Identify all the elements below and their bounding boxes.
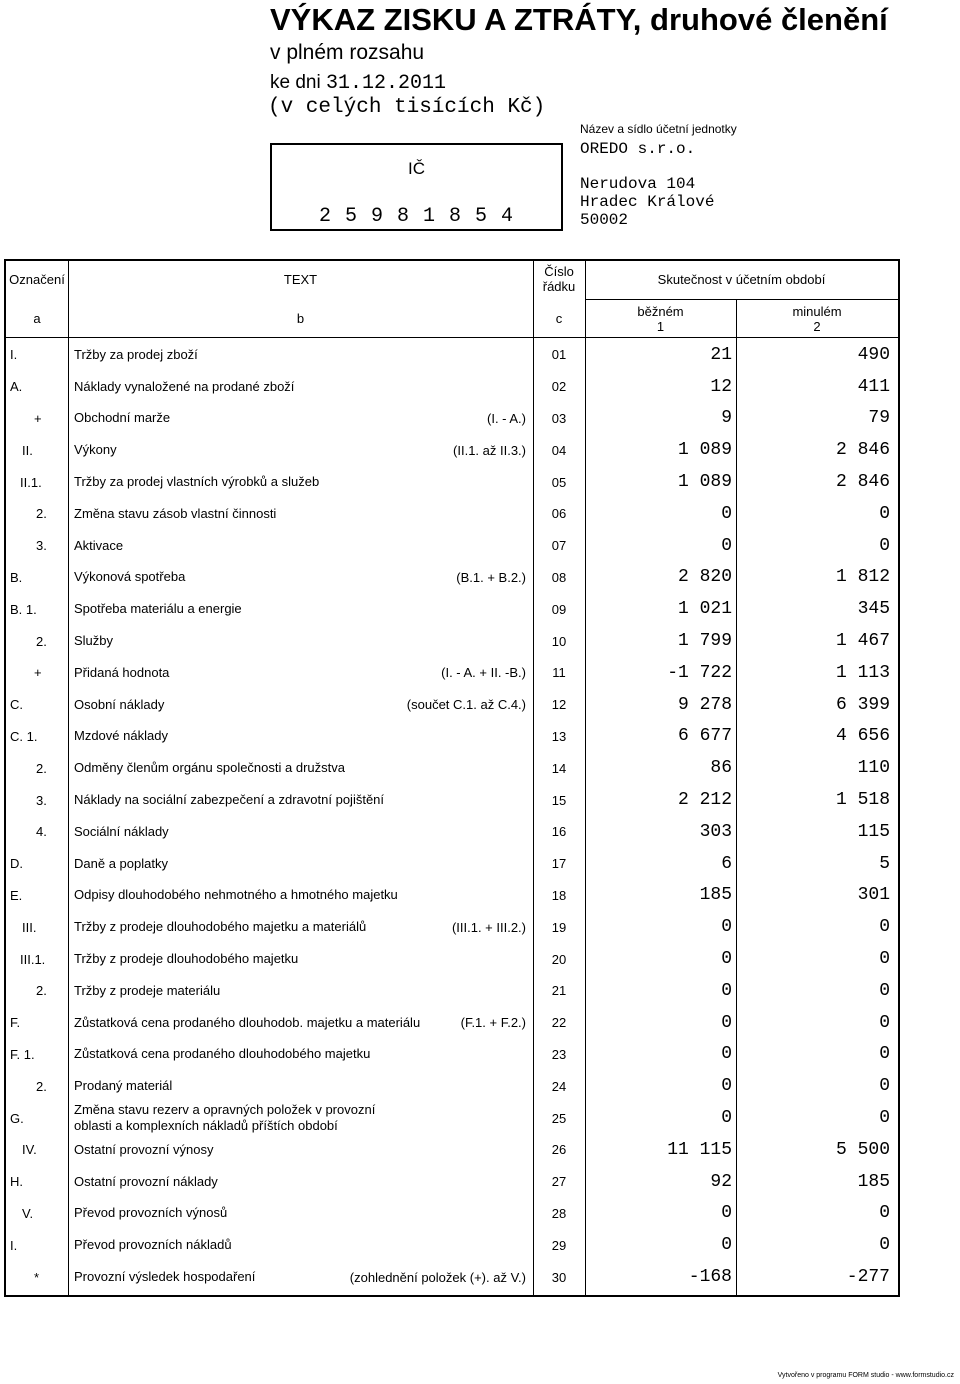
col-previous-number: 2 [813, 319, 821, 334]
row-text-cell [74, 1134, 532, 1166]
table-row [6, 816, 898, 848]
row-text-cell [74, 498, 532, 530]
row-text: Převod provozních nákladů [74, 1237, 232, 1253]
row-text-cell [74, 689, 532, 721]
value-previous: 490 [857, 344, 890, 365]
row-mark: 3. [36, 538, 47, 554]
row-number: 07 [551, 538, 567, 554]
row-text: Tržby za prodej vlastních výrobků a služeb [74, 474, 320, 490]
table-row [6, 466, 898, 498]
value-previous: 4 656 [835, 726, 890, 747]
row-mark: II.1. [20, 474, 42, 490]
value-previous: 0 [879, 949, 890, 970]
col-current-number: 1 [656, 319, 665, 334]
company-label: Název a sídlo účetní jednotky [580, 122, 737, 136]
row-text-cell [74, 371, 532, 403]
table-row [6, 848, 898, 880]
row-text-cell [74, 434, 532, 466]
value-current: 0 [721, 1108, 732, 1129]
table-row [6, 593, 898, 625]
row-text-cell [74, 562, 532, 594]
row-text: Výkony [74, 442, 117, 458]
table-row [6, 1261, 898, 1293]
row-number: 19 [551, 919, 567, 935]
row-number: 30 [551, 1269, 567, 1285]
row-mark: + [34, 410, 42, 426]
value-previous: 1 113 [835, 662, 890, 683]
value-previous: 5 500 [835, 1139, 890, 1160]
row-text: Aktivace [74, 537, 124, 553]
row-mark: E. [10, 887, 23, 903]
ic-value: 2 5 9 8 1 8 5 4 [318, 205, 515, 228]
row-text: Sociální náklady [74, 823, 169, 839]
row-number: 22 [551, 1015, 567, 1031]
value-previous: 0 [879, 917, 890, 938]
value-current: 185 [699, 885, 732, 906]
col-header-mark: Označení [9, 272, 65, 287]
col-previous-label: minulém [792, 304, 842, 319]
row-number: 16 [551, 824, 567, 840]
company-city: Hradec Králové [580, 193, 715, 211]
value-previous: 6 399 [835, 694, 890, 715]
value-current: -1 722 [667, 662, 732, 683]
value-previous: 79 [868, 408, 890, 429]
value-current: 0 [721, 949, 732, 970]
table-row [6, 339, 898, 371]
row-text-cell [74, 530, 532, 562]
row-number: 24 [551, 1078, 567, 1094]
row-number: 25 [551, 1110, 567, 1126]
value-previous: 1 467 [835, 631, 890, 652]
row-text-cell [74, 848, 532, 880]
row-number: 14 [551, 760, 567, 776]
row-note: (I. - A.) [487, 410, 526, 426]
row-number: 09 [551, 601, 567, 617]
table-row [6, 498, 898, 530]
row-text: Služby [74, 633, 114, 649]
row-text: Osobní náklady [74, 696, 165, 712]
value-previous: 301 [857, 885, 890, 906]
row-note: (B.1. + B.2.) [456, 569, 526, 585]
row-text: Zůstatková cena prodaného dlouhodob. majetku a materiálu [74, 1014, 421, 1030]
table-row [6, 371, 898, 403]
row-text: Náklady vynaložené na prodané zboží [74, 378, 295, 394]
row-mark: F. [10, 1015, 21, 1031]
value-current: 9 278 [677, 694, 732, 715]
row-number: 06 [551, 506, 567, 522]
footer-credit: Vytvořeno v programu FORM studio - www.formstudio.cz [777, 1372, 954, 1379]
row-text-cell [74, 1007, 532, 1039]
row-text-cell [74, 625, 532, 657]
col-current-label: běžném [637, 304, 684, 319]
row-text-cell [74, 721, 532, 753]
row-text: Tržby za prodej zboží [74, 346, 198, 362]
income-statement-table [4, 259, 900, 1297]
row-text-cell [74, 911, 532, 943]
row-text-cell [74, 943, 532, 975]
row-text: Tržby z prodeje materiálu [74, 982, 221, 998]
row-text-cell [74, 1229, 532, 1261]
row-note: (I. - A. + II. -B.) [441, 665, 526, 681]
col-current [585, 304, 736, 334]
table-row [6, 1039, 898, 1071]
ic-label: IČ [408, 159, 425, 178]
row-mark: 3. [36, 792, 47, 808]
value-previous: 110 [857, 758, 890, 779]
row-text-cell [74, 339, 532, 371]
row-note: (součet C.1. až C.4.) [406, 697, 526, 713]
value-current: 1 799 [677, 631, 732, 652]
row-number: 13 [551, 728, 567, 744]
table-row [6, 1229, 898, 1261]
report-date-line [270, 72, 446, 95]
row-mark: B. [10, 569, 23, 585]
value-previous: 0 [879, 1044, 890, 1065]
row-text-cell [74, 1102, 532, 1134]
row-mark: 4. [36, 824, 47, 840]
row-text-cell [74, 784, 532, 816]
value-current: 1 089 [677, 440, 732, 461]
row-number: 15 [551, 792, 567, 808]
row-mark: IV. [22, 1142, 37, 1158]
row-text: Změna stavu rezerv a opravných položek v provozní oblasti a komplexních nákladů příštích období [74, 1102, 376, 1134]
row-text-cell [74, 466, 532, 498]
table-row [6, 943, 898, 975]
col-header-period: Skutečnost v účetním období [657, 272, 826, 287]
value-current: 9 [721, 408, 732, 429]
row-text-cell [74, 975, 532, 1007]
col-previous [736, 304, 898, 334]
value-current: 12 [710, 376, 732, 397]
value-previous: 0 [879, 1012, 890, 1033]
value-current: 0 [721, 980, 732, 1001]
col-header-num: Číslo řádku [542, 264, 576, 294]
row-text: Ostatní provozní náklady [74, 1173, 218, 1189]
row-text: Provozní výsledek hospodaření [74, 1269, 256, 1285]
table-row [6, 1007, 898, 1039]
row-mark: G. [10, 1110, 24, 1126]
row-text-cell [74, 1261, 532, 1293]
row-text-cell [74, 752, 532, 784]
value-current: 0 [721, 1076, 732, 1097]
value-previous: 0 [879, 1076, 890, 1097]
row-text: Ostatní provozní výnosy [74, 1141, 214, 1157]
date-prefix: ke dni [270, 72, 321, 93]
row-mark: F. 1. [10, 1046, 35, 1062]
value-previous: 0 [879, 535, 890, 556]
row-text: Tržby z prodeje dlouhodobého majetku [74, 951, 299, 967]
row-number: 27 [551, 1174, 567, 1190]
value-current: 86 [710, 758, 732, 779]
table-row [6, 1070, 898, 1102]
row-mark: II. [22, 442, 33, 458]
value-previous: 411 [857, 376, 890, 397]
row-number: 04 [551, 442, 567, 458]
value-current: 0 [721, 1235, 732, 1256]
col-sub-c: c [555, 311, 563, 326]
table-row [6, 1102, 898, 1134]
value-previous: 5 [879, 853, 890, 874]
value-current: 1 021 [677, 599, 732, 620]
row-number: 29 [551, 1237, 567, 1253]
row-number: 17 [551, 856, 567, 872]
row-mark: 2. [36, 760, 47, 776]
row-text-cell [74, 1039, 532, 1071]
value-previous: 0 [879, 980, 890, 1001]
value-previous: 0 [879, 503, 890, 524]
value-previous: 2 846 [835, 472, 890, 493]
row-note: (II.1. až II.3.) [453, 442, 526, 458]
value-current: 6 677 [677, 726, 732, 747]
value-previous: 345 [857, 599, 890, 620]
value-current: 0 [721, 1012, 732, 1033]
row-number: 20 [551, 951, 567, 967]
col-header-text: TEXT [283, 272, 318, 287]
value-current: 92 [710, 1171, 732, 1192]
value-previous: 0 [879, 1203, 890, 1224]
report-title: VÝKAZ ZISKU A ZTRÁTY, druhové členění [270, 2, 888, 37]
row-text: Prodaný materiál [74, 1078, 173, 1094]
table-row [6, 625, 898, 657]
company-name: OREDO s.r.o. [580, 140, 696, 158]
row-number: 12 [551, 697, 567, 713]
row-text: Mzdové náklady [74, 728, 168, 744]
value-current: 11 115 [667, 1139, 732, 1160]
row-text: Zůstatková cena prodaného dlouhodobého majetku [74, 1046, 371, 1062]
row-mark: + [34, 665, 42, 681]
row-mark: 2. [36, 1078, 47, 1094]
row-text-cell [74, 403, 532, 435]
row-text: Spotřeba materiálu a energie [74, 601, 242, 617]
table-row [6, 1166, 898, 1198]
value-current: -168 [688, 1267, 732, 1288]
value-current: 303 [699, 821, 732, 842]
table-row [6, 434, 898, 466]
table-row [6, 657, 898, 689]
row-mark: 2. [36, 506, 47, 522]
row-mark: H. [10, 1174, 23, 1190]
table-row [6, 530, 898, 562]
value-current: 0 [721, 535, 732, 556]
row-text: Tržby z prodeje dlouhodobého majetku a materiálů [74, 919, 367, 935]
company-street: Nerudova 104 [580, 175, 696, 193]
row-text: Přidaná hodnota [74, 664, 170, 680]
table-row [6, 784, 898, 816]
table-row [6, 689, 898, 721]
row-mark: * [34, 1269, 40, 1285]
value-current: 0 [721, 917, 732, 938]
value-current: 21 [710, 344, 732, 365]
value-previous: 0 [879, 1235, 890, 1256]
row-number: 05 [551, 474, 567, 490]
value-previous: 185 [857, 1171, 890, 1192]
row-mark: I. [10, 347, 18, 363]
value-previous: 0 [879, 1108, 890, 1129]
row-number: 03 [551, 410, 567, 426]
row-mark: C. 1. [10, 728, 38, 744]
row-mark: V. [22, 1205, 34, 1221]
value-previous: 1 518 [835, 790, 890, 811]
report-date: 31.12.2011 [325, 72, 447, 95]
report-subtitle: v plném rozsahu [270, 41, 425, 64]
row-text-cell [74, 1198, 532, 1230]
row-text: Daně a poplatky [74, 855, 168, 871]
value-current: 2 212 [677, 790, 732, 811]
row-text: Odměny členům orgánu společnosti a družstva [74, 760, 345, 776]
table-row [6, 562, 898, 594]
table-row [6, 1134, 898, 1166]
table-row [6, 721, 898, 753]
value-current: 0 [721, 1044, 732, 1065]
row-mark: 2. [36, 983, 47, 999]
row-text: Změna stavu zásob vlastní činnosti [74, 505, 277, 521]
row-text: Náklady na sociální zabezpečení a zdravotní pojištění [74, 792, 385, 808]
row-number: 02 [551, 379, 567, 395]
row-mark: III. [22, 919, 37, 935]
ic-box [270, 143, 563, 231]
row-text: Převod provozních výnosů [74, 1205, 228, 1221]
table-row [6, 403, 898, 435]
value-previous: 2 846 [835, 440, 890, 461]
row-text-cell [74, 593, 532, 625]
row-mark: A. [10, 379, 23, 395]
company-zip: 50002 [580, 211, 629, 229]
value-current: 0 [721, 503, 732, 524]
row-text: Odpisy dlouhodobého nehmotného a hmotného majetku [74, 887, 398, 903]
row-mark: D. [10, 856, 23, 872]
value-current: 2 820 [677, 567, 732, 588]
table-row [6, 752, 898, 784]
table-row [6, 975, 898, 1007]
row-number: 01 [551, 347, 567, 363]
row-text-cell [74, 1166, 532, 1198]
row-number: 26 [551, 1142, 567, 1158]
row-note: (F.1. + F.2.) [460, 1015, 526, 1031]
row-number: 18 [551, 887, 567, 903]
row-number: 28 [551, 1205, 567, 1221]
row-number: 21 [551, 983, 567, 999]
report-unit: (v celých tisících Kč) [268, 96, 546, 119]
row-text-cell [74, 880, 532, 912]
value-current: 1 089 [677, 472, 732, 493]
row-text-cell [74, 816, 532, 848]
row-note: (zohlednění položek (+). až V.) [349, 1269, 526, 1285]
value-previous: -277 [846, 1267, 890, 1288]
row-mark: III.1. [20, 951, 46, 967]
value-current: 6 [721, 853, 732, 874]
row-mark: 2. [36, 633, 47, 649]
row-number: 08 [551, 569, 567, 585]
row-note: (III.1. + III.2.) [451, 919, 526, 935]
col-sub-a: a [33, 311, 41, 326]
row-mark: I. [10, 1237, 18, 1253]
col-sub-b: b [296, 311, 305, 326]
value-current: 0 [721, 1203, 732, 1224]
row-mark: C. [10, 697, 23, 713]
table-row [6, 880, 898, 912]
row-number: 10 [551, 633, 567, 649]
row-text: Výkonová spotřeba [74, 569, 186, 585]
row-number: 23 [551, 1046, 567, 1062]
value-previous: 115 [857, 821, 890, 842]
row-text-cell [74, 657, 532, 689]
table-row [6, 911, 898, 943]
row-mark: B. 1. [10, 601, 37, 617]
value-previous: 1 812 [835, 567, 890, 588]
row-text: Obchodní marže [74, 410, 171, 426]
table-row [6, 1198, 898, 1230]
row-number: 11 [552, 665, 566, 681]
row-text-cell [74, 1070, 532, 1102]
